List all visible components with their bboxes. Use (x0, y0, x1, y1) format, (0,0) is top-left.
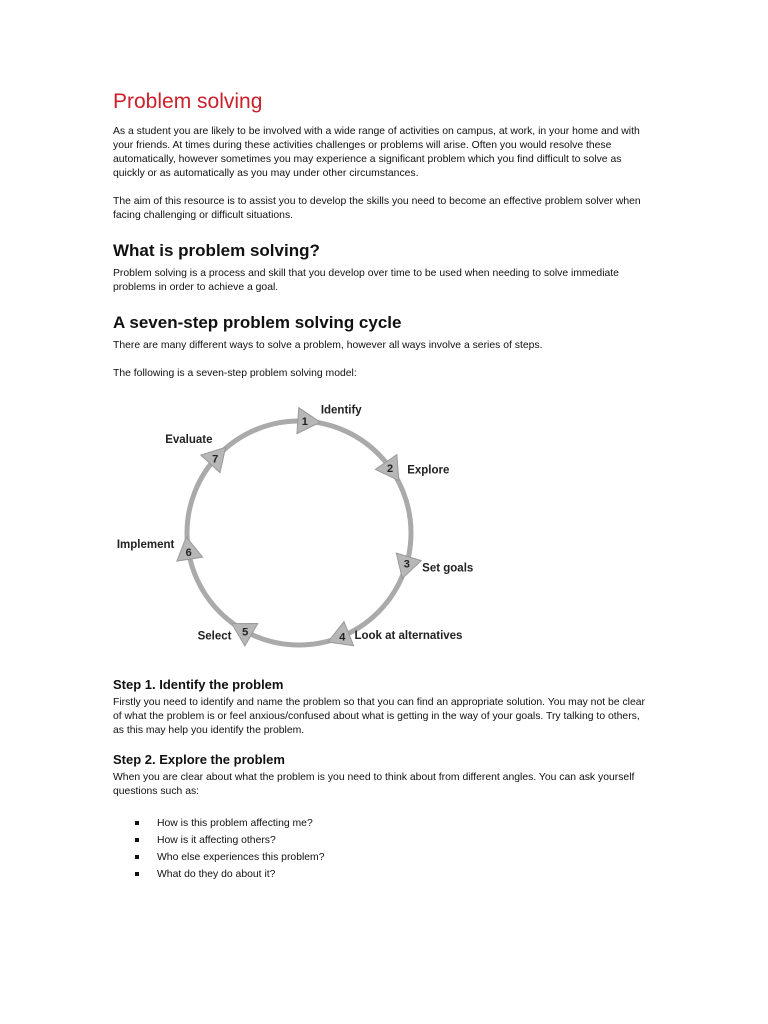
step-arrow-icon (297, 408, 320, 434)
cycle-diagram (113, 393, 533, 663)
intro-paragraph-2: The aim of this resource is to assist you to develop the skills you need to become an effective problem solver when facing challenging or difficult situations. (113, 196, 641, 221)
list-item: How is this problem affecting me? (135, 815, 653, 832)
list-item: How is it affecting others? (135, 832, 653, 849)
step-label: Set goals (422, 562, 474, 575)
step-label: Implement (116, 539, 175, 552)
bullet-icon (135, 872, 139, 876)
step1-paragraph: Firstly you need to identify and name the problem so that you can find an appropriate solution. You may not be clear of what the problem is or feel anxious/confused about what is getting in the way of your goals. Try talking to others, as this may help you identify the problem. (113, 697, 645, 736)
step-label: Identify (320, 404, 362, 417)
bullet-icon (135, 838, 139, 842)
step1-heading: Step 1. Identify the problem (113, 677, 284, 692)
step-number: 6 (185, 547, 192, 560)
cycle-paragraph-2: The following is a seven-step problem solving model: (113, 368, 357, 379)
cycle-paragraph-1: There are many different ways to solve a problem, however all ways involve a series of steps. (113, 340, 543, 351)
step-label: Explore (407, 464, 450, 477)
step-label: Look at alternatives (354, 630, 463, 643)
page-title: Problem solving (113, 90, 263, 113)
step-number: 7 (212, 453, 219, 466)
step-label: Evaluate (165, 434, 213, 447)
step2-paragraph: When you are clear about what the problem is you need to think about from different angles. You can ask yourself questions such as: (113, 772, 635, 797)
document-content (113, 90, 653, 883)
step-number: 4 (339, 631, 346, 644)
cycle-heading: A seven-step problem solving cycle (113, 313, 402, 332)
bullet-icon (135, 855, 139, 859)
bullet-icon (135, 821, 139, 825)
intro-paragraph-1: As a student you are likely to be involved with a wide range of activities on campus, at work, in your home and with your friends. At times during these activities challenges or problems will arise. Often you would resolve these automatically, however sometimes you may experience a significant problem which you find difficult to solve as quickly or as automatically as you may under other circumstances. (113, 126, 640, 179)
step-number: 2 (387, 462, 394, 475)
step-number: 1 (301, 416, 308, 429)
what-paragraph: Problem solving is a process and skill that you develop over time to be used when needing to solve immediate problems in order to achieve a goal. (113, 268, 619, 293)
question-list (135, 815, 653, 883)
cycle-svg (113, 393, 533, 663)
list-item: Who else experiences this problem? (135, 849, 653, 866)
what-heading: What is problem solving? (113, 241, 320, 260)
step-number: 3 (403, 558, 410, 571)
list-item: What do they do about it? (135, 866, 653, 883)
step-label: Select (197, 630, 232, 643)
step-number: 5 (242, 626, 249, 639)
step2-heading: Step 2. Explore the problem (113, 752, 285, 767)
